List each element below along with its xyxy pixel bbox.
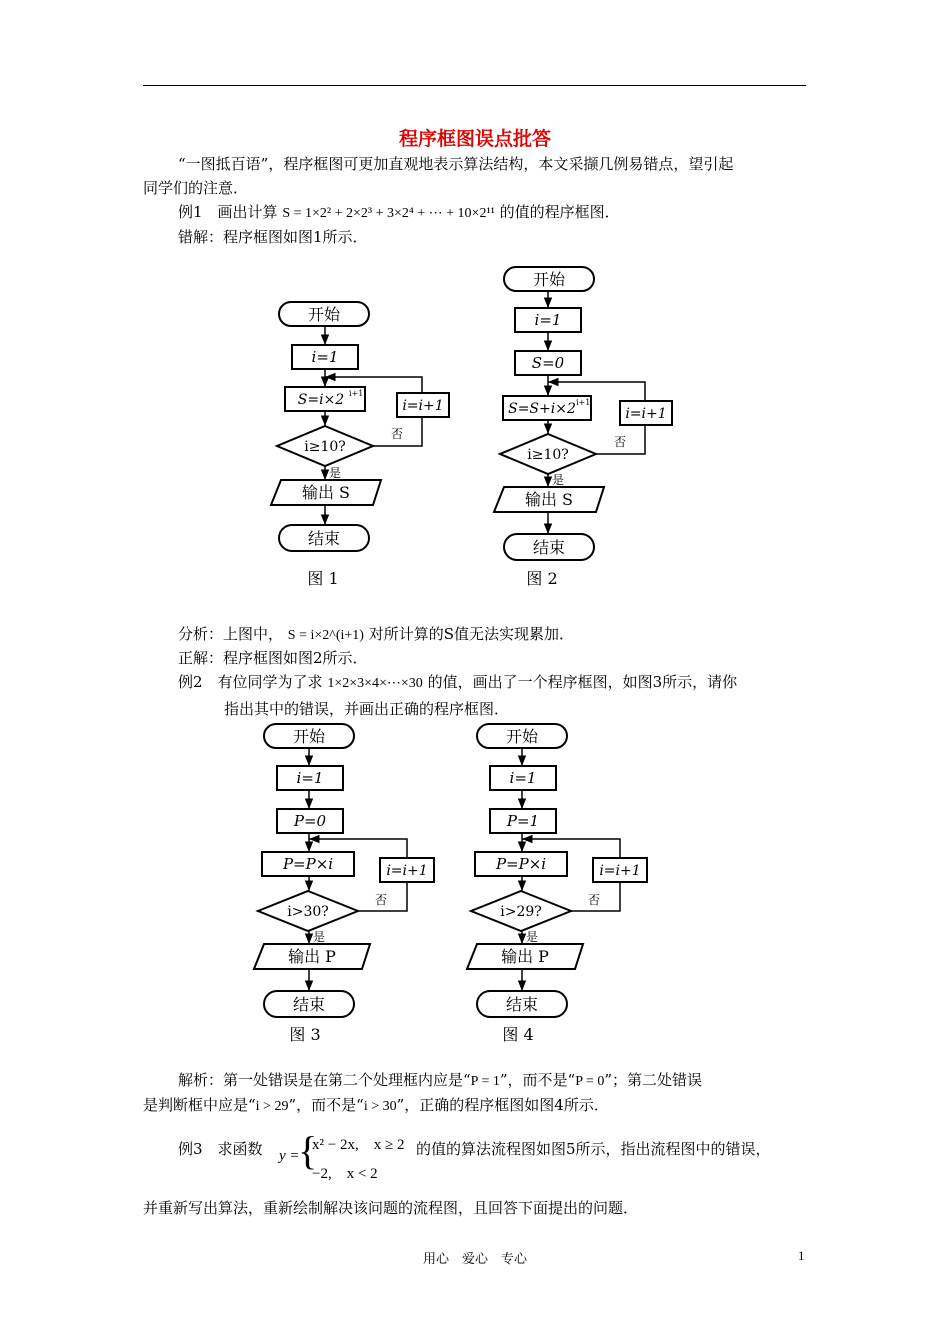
fig4-init-p: P=1: [506, 812, 540, 830]
fig3-condition: i>30?: [287, 904, 329, 920]
header-rule: [143, 85, 806, 86]
analysis-text: ”，正确的程序框图如图4所示．: [396, 1096, 609, 1114]
piecewise-case-2: −2, x < 2: [312, 1166, 378, 1182]
fig1-end-label: 结束: [307, 529, 341, 548]
intro-line-2: 同学们的注意．: [143, 179, 249, 197]
fig3-no-label: 否: [375, 893, 388, 907]
analysis-math-i29: i > 29: [255, 1099, 289, 1114]
fig2-condition: i≥10?: [527, 447, 569, 463]
fig2-body: S=S+i×2: [508, 401, 576, 417]
example-2-analysis-line-1: [178, 1068, 702, 1094]
analysis-math-p0: P = 0: [575, 1074, 605, 1089]
fig2-increment: i=i+1: [625, 406, 667, 422]
analysis-text: 解析：第一处错误是在第二个处理框内应是“: [178, 1071, 471, 1089]
fig1-caption: 图 1: [307, 569, 339, 588]
fig4-body: P=P×i: [495, 855, 547, 873]
fig1-yes-label: 是: [329, 466, 342, 480]
analysis-text: ”，而不是“: [288, 1096, 364, 1114]
fig3-init-p: P=0: [293, 812, 327, 830]
intro-line-1: “一图抵百语”，程序框图可更加直观地表示算法结构，本文采撷几例易错点，望引起: [178, 155, 734, 173]
analysis-text: ”；第二处错误: [604, 1071, 703, 1089]
flowchart-figure-3: [250, 718, 450, 1052]
fig2-end-label: 结束: [532, 538, 566, 557]
fig4-no-label: 否: [588, 893, 601, 907]
fig1-start-label: 开始: [307, 305, 341, 324]
piecewise-case-1: x² − 2x, x ≥ 2: [312, 1137, 405, 1153]
example-2-formula: 1×2×3×4×⋯×30: [327, 676, 423, 691]
fig3-caption: 图 3: [289, 1025, 321, 1044]
fig2-start-label: 开始: [532, 270, 566, 289]
analysis-text: ”，而不是“: [499, 1071, 576, 1089]
example-3-line-2: 并重新写出算法，重新绘制解决该问题的流程图，且回答下面提出的问题．: [143, 1199, 639, 1217]
fig1-body-exponent: i+1: [349, 389, 364, 398]
fig3-end-label: 结束: [292, 995, 326, 1014]
fig4-end-label: 结束: [505, 995, 539, 1014]
example-1-analysis: [178, 622, 574, 648]
fig1-init-i: i=1: [311, 348, 339, 366]
analysis-math-p1: P = 1: [470, 1074, 500, 1089]
fig1-increment: i=i+1: [402, 398, 444, 414]
example-2-statement: [178, 670, 737, 696]
fig3-body: P=P×i: [282, 855, 334, 873]
fig4-increment: i=i+1: [599, 863, 641, 879]
fig1-condition: i≥10?: [304, 439, 346, 455]
fig2-yes-label: 是: [552, 473, 565, 487]
example-2-suffix: 的值，画出了一个程序框图，如图3所示，请你: [427, 673, 738, 691]
fig4-start-label: 开始: [505, 727, 539, 746]
analysis-math-i30: i > 30: [363, 1099, 397, 1114]
example-3-suffix: 的值的算法流程图如图5所示，指出流程图中的错误，: [416, 1140, 771, 1158]
fig3-yes-label: 是: [313, 930, 326, 944]
example-1-suffix: 的值的程序框图．: [499, 203, 620, 221]
page-footer: 用心 爱心 专心: [422, 1252, 527, 1267]
flowchart-figure-1: [265, 295, 465, 599]
fig4-output: 输出 P: [501, 947, 549, 966]
fig2-caption: 图 2: [526, 569, 558, 588]
page-number: 1: [798, 1248, 805, 1263]
example-3-y: y =: [279, 1148, 300, 1164]
flowchart-figure-2: [490, 260, 690, 599]
piecewise-brace: {: [298, 1128, 318, 1173]
fig1-output: 输出 S: [301, 483, 351, 502]
fig3-increment: i=i+1: [386, 863, 428, 879]
fig2-init-s: S=0: [531, 354, 565, 372]
analysis-prefix: 分析：上图中，: [178, 625, 284, 643]
analysis-formula: S = i×2^(i+1): [287, 628, 364, 643]
fig3-output: 输出 P: [288, 947, 336, 966]
fig1-no-label: 否: [391, 427, 404, 441]
page-title: 程序框图误点批答: [398, 128, 551, 150]
example-3-label: 例3 求函数: [178, 1140, 263, 1158]
fig4-caption: 图 4: [502, 1025, 534, 1044]
example-2-label: 例2 有位同学为了求: [178, 673, 323, 691]
analysis-text: 是判断框中应是“: [143, 1096, 256, 1114]
example-1-correct-solution: 正解：程序框图如图2所示．: [178, 649, 368, 667]
fig2-body-exponent: i+1: [576, 398, 591, 407]
fig2-init-i: i=1: [534, 311, 562, 329]
fig1-body: S=i×2: [297, 392, 345, 408]
fig3-init-i: i=1: [296, 769, 324, 787]
example-1-statement: [178, 200, 620, 226]
example-1-wrong-solution: 错解：程序框图如图1所示．: [178, 228, 368, 246]
example-2-analysis-line-2: [143, 1093, 609, 1119]
fig4-yes-label: 是: [526, 930, 539, 944]
fig3-start-label: 开始: [292, 727, 326, 746]
flowchart-figure-4: [463, 718, 663, 1052]
example-2-line-2: 指出其中的错误，并画出正确的程序框图．: [224, 700, 510, 718]
fig2-output: 输出 S: [524, 490, 574, 509]
fig2-no-label: 否: [614, 435, 627, 449]
example-1-formula: S = 1×2² + 2×2³ + 3×2⁴ + ⋯ + 10×2¹¹: [282, 206, 495, 221]
fig4-init-i: i=1: [509, 769, 537, 787]
fig4-condition: i>29?: [500, 904, 542, 920]
example-1-label: 例1 画出计算: [178, 203, 278, 221]
analysis-suffix: 对所计算的S值无法实现累加．: [368, 625, 575, 643]
